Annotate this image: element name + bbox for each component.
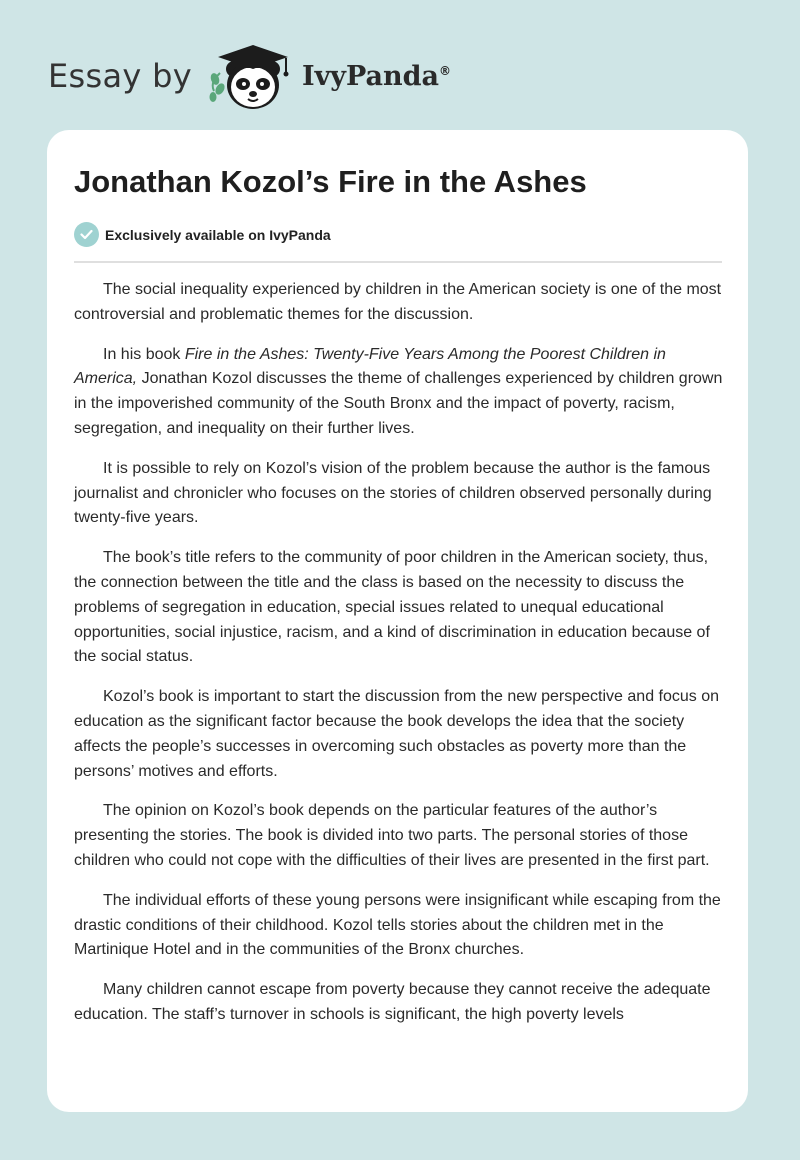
- paragraph-3: It is possible to rely on Kozol’s vision of the problem because the author is the famous journalist and chronicler who focuses on the stories of children observed personally during twenty-five years.: [74, 459, 712, 527]
- paragraph-4: The book’s title refers to the community of poor children in the American society, thus, the connection between the title and the class is based on the necessity to discuss the problems of segregation in education, special issues related to unequal educational opportunities, social injustice, racism, and a kind of discrimination in education because of the social status.: [74, 549, 710, 666]
- brand-name[interactable]: IvyPanda®: [301, 60, 452, 92]
- paragraph-1: The social inequality experienced by children in the American society is one of the most controversial and problematic themes for the discussion.: [74, 281, 722, 323]
- page-title: Jonathan Kozol’s Fire in the Ashes: [74, 164, 587, 199]
- paragraph-2: In his book Fire in the Ashes: Twenty-Five Years Among the Poorest Children in America, Jonathan Kozol discusses the theme of challenges experienced by children grown in the impoverished community of the South Bronx and the impact of poverty, racism, segregation, and inequality on their further lives.: [74, 345, 723, 437]
- paragraph-6: The opinion on Kozol’s book depends on the particular features of the author’s presenting the stories. The book is divided into two parts. The personal stories of those children who could not cope with the difficulties of their lives are presented in the first part.: [74, 802, 710, 869]
- registered-mark: ®: [439, 63, 452, 78]
- exclusive-badge: [74, 222, 331, 247]
- checkmark-icon: [80, 229, 93, 240]
- essay-by-label: Essay by: [48, 57, 192, 95]
- paragraph-7: The individual efforts of these young persons were insignificant while escaping from the drastic conditions of their childhood. Kozol tells stories about the children met in the Martinique Hotel and in the communities of the Bronx churches.: [74, 891, 721, 959]
- essay-card: [47, 130, 748, 1112]
- essay-body: [74, 278, 726, 1043]
- paragraph-8: Many children cannot escape from poverty because they cannot receive the adequate education. The staff’s turnover in schools is significant, the high poverty levels: [74, 981, 711, 1023]
- paragraph-5: Kozol’s book is important to start the discussion from the new perspective and focus on education as the significant factor because the book develops the idea that the society affects the people’s successes in overcoming such obstacles as poverty more than the persons’ motives and efforts.: [74, 688, 720, 780]
- badge-label: Exclusively available on IvyPanda: [105, 226, 331, 243]
- panda-graduate-icon[interactable]: [206, 39, 298, 113]
- book-title: Fire in the Ashes: Twenty-Five Years Among the Poorest Children in America,: [74, 345, 666, 388]
- site-header: [48, 36, 451, 116]
- check-circle-icon: [74, 222, 99, 247]
- divider: [74, 261, 722, 263]
